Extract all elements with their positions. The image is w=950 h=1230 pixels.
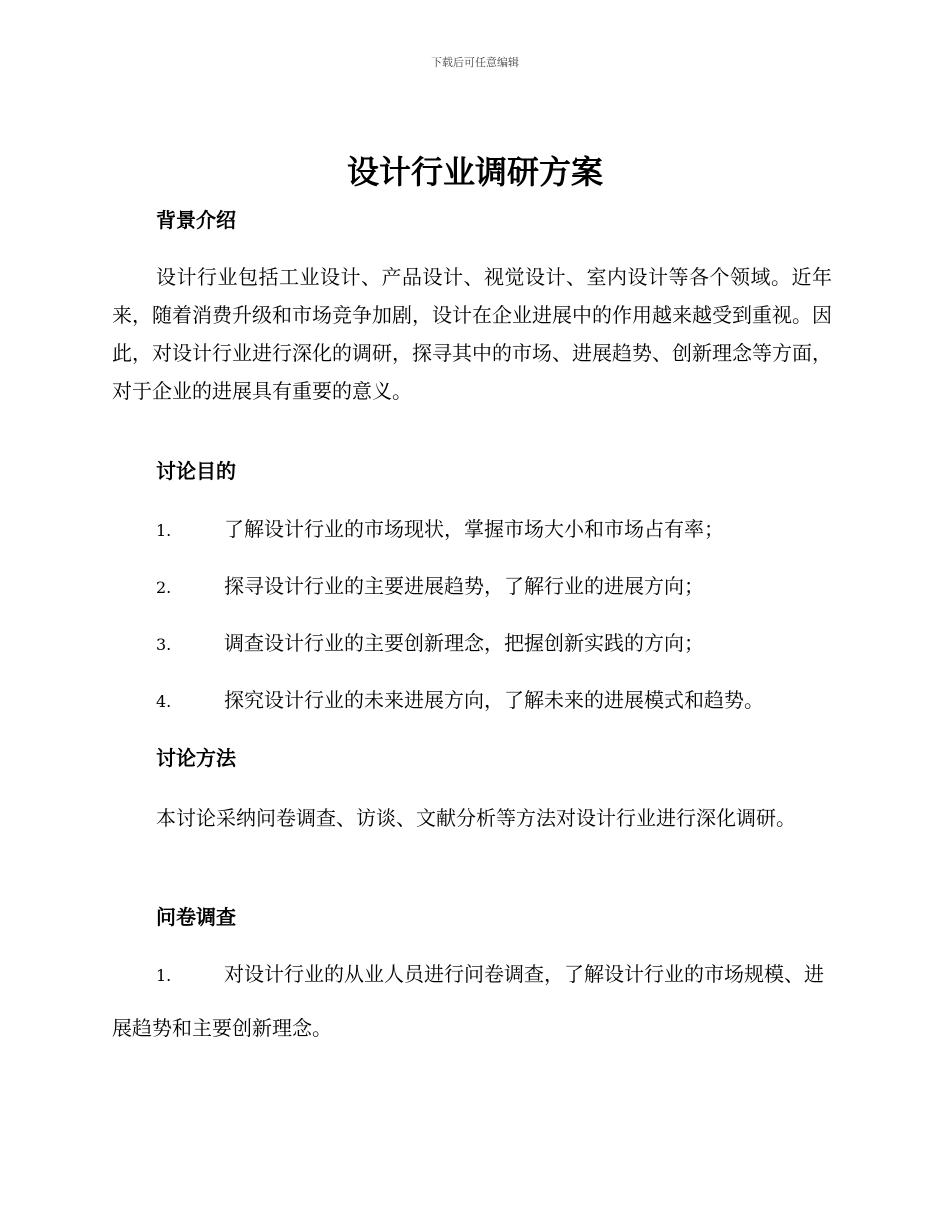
list-item-text: 调查设计行业的主要创新理念，把握创新实践的方向；: [224, 631, 704, 655]
list-number: 1.: [156, 966, 172, 985]
section-heading-method: 讨论方法: [156, 746, 236, 770]
list-number: 2.: [156, 578, 172, 597]
purpose-list-item: [156, 510, 836, 550]
list-item-text: 探究设计行业的未来进展方向，了解未来的进展模式和趋势。: [224, 688, 764, 712]
list-item-text: 对设计行业的从业人员进行问卷调查，了解设计行业的市场规模、进展趋势和主要创新理念。: [112, 962, 824, 1040]
purpose-list-item: [156, 567, 836, 607]
survey-list-item: [112, 948, 832, 1054]
background-paragraph: 设计行业包括工业设计、产品设计、视觉设计、室内设计等各个领域。近年来，随着消费升级和市场竞争加剧，设计在企业进展中的作用越来越受到重视。因此，对设计行业进行深化的调研，探寻其中的市场、进展趋势、创新理念等方面，对于企业的进展具有重要的意义。: [112, 265, 832, 403]
document-title: 设计行业调研方案: [346, 153, 603, 191]
section-heading-purpose: 讨论目的: [156, 459, 236, 483]
list-item-text: 探寻设计行业的主要进展趋势，了解行业的进展方向；: [224, 574, 704, 598]
purpose-list-item: [156, 624, 836, 664]
section-heading-survey: 问卷调查: [156, 905, 236, 929]
list-number: 4.: [156, 692, 172, 711]
list-number: 3.: [156, 635, 172, 654]
list-number: 1.: [156, 521, 172, 540]
page-header-note: 下载后可任意编辑: [431, 56, 519, 69]
section-heading-background: 背景介绍: [156, 208, 236, 232]
method-paragraph: 本讨论采纳问卷调查、访谈、文献分析等方法对设计行业进行深化调研。: [156, 806, 796, 830]
list-item-text: 了解设计行业的市场现状，掌握市场大小和市场占有率；: [224, 517, 724, 541]
purpose-list-item: [156, 681, 836, 721]
